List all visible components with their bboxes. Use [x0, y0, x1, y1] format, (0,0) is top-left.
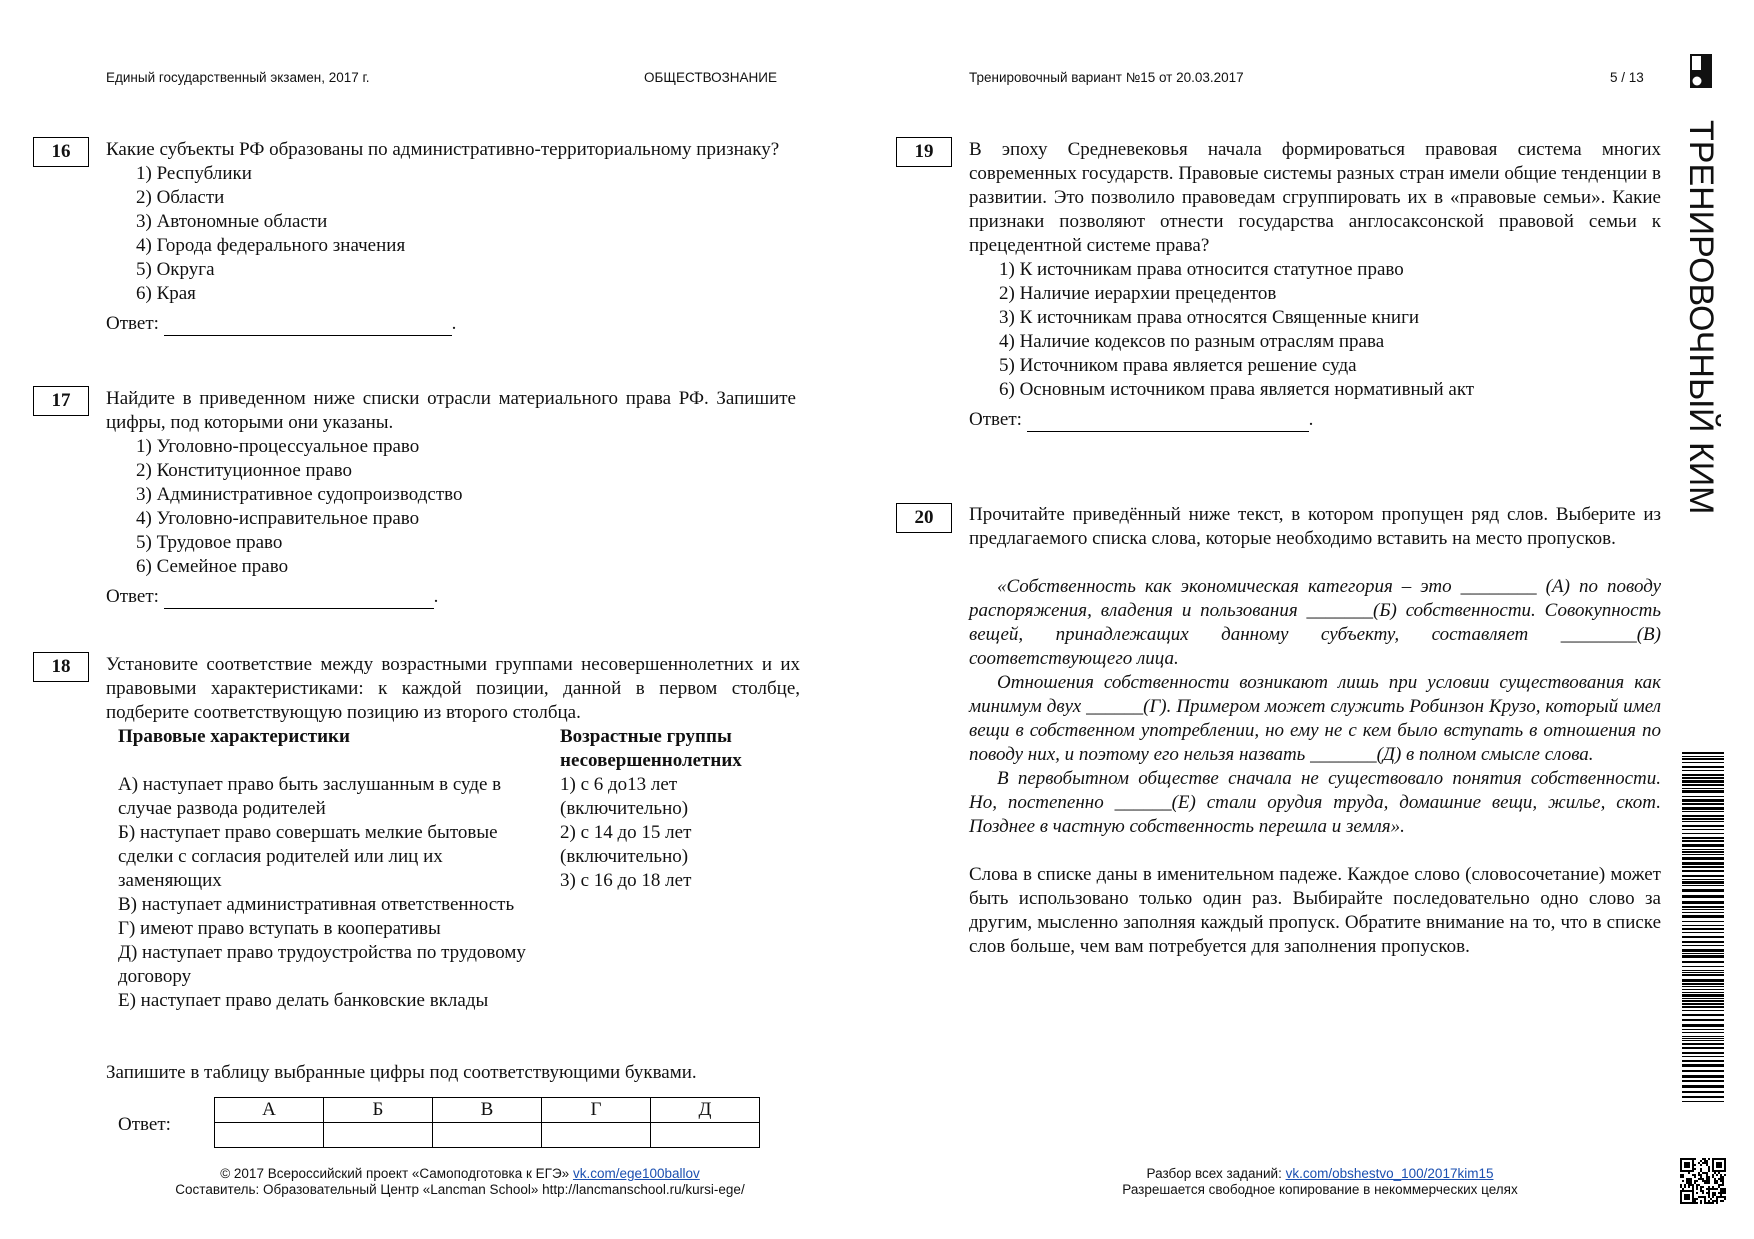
q20-passage-paragraph: Отношения собственности возникают лишь при условии существования как минимум двух ______(Г). Примером может служить Робинзон Крузо, который имел вещи в собственном употреблении, но ему не с кем было вступать в отношения по поводу них, и поэтому его нельзя назвать _______(Д) в полном смысле слова. — [969, 672, 1661, 765]
q18-left-item-3: В) наступает административная ответственность — [118, 894, 515, 915]
q18-answer-table — [214, 1097, 760, 1148]
q18-table-cell[interactable] — [215, 1123, 324, 1148]
q20-passage — [969, 575, 1661, 839]
footer-left — [110, 1166, 810, 1198]
q19-text: В эпоху Средневековья начала формироваться правовая система многих современных государств. Правовые системы разных стран имели общие тенденции в развитии. Это позволило правоведам сгруппировать их в «правовые семьи». Какие признаки позволяют отнести государства англосаксонской правовой семьи к прецедентной системе права? — [969, 139, 1661, 256]
q20-instruction: Слова в списке даны в именительном падеже. Каждое слово (словосочетание) может быть использовано только один раз. Выбирайте последовательно одно слово за другим, мысленно заполняя каждый пропуск. Обратите внимание на то, что в списке слов больше, чем вам потребуется для заполнения пропусков. — [969, 864, 1661, 957]
q18-right-item-2: 2) с 14 до 15 лет (включительно) — [560, 822, 692, 867]
q19-answer-field[interactable] — [1027, 413, 1309, 432]
footer-left-line1: © 2017 Всероссийский проект «Самоподготовка к ЕГЭ» — [220, 1166, 573, 1181]
q16-options — [106, 162, 796, 306]
q17-text: Найдите в приведенном ниже списки отрасли материального права РФ. Запишите цифры, под которыми они указаны. — [106, 388, 796, 433]
footer-right-line2: Разрешается свободное копирование в некоммерческих целях — [1122, 1182, 1518, 1197]
q18-table-letter: Г — [542, 1098, 651, 1123]
header-subject: ОБЩЕСТВОЗНАНИЕ — [644, 70, 777, 85]
q18-table-cell[interactable] — [651, 1123, 760, 1148]
q18-right-items — [560, 773, 790, 893]
q18-table-letter: Б — [324, 1098, 433, 1123]
header-page: 5 / 13 — [1610, 70, 1644, 85]
q18-left-items — [118, 773, 548, 1013]
q17-block — [106, 387, 796, 609]
q18-matching — [106, 725, 800, 1061]
qr-code-icon — [1680, 1158, 1726, 1204]
q17-option-4: 4) Уголовно-исправительное право — [136, 508, 420, 529]
header-exam: Единый государственный экзамен, 2017 г. — [106, 70, 370, 85]
q16-answer-field[interactable] — [164, 317, 452, 336]
q17-option-6: 6) Семейное право — [136, 556, 289, 577]
footer-left-link[interactable]: vk.com/ege100ballov — [572, 1166, 700, 1181]
q17-option-2: 2) Конституционное право — [136, 460, 352, 481]
barcode-icon — [1682, 752, 1724, 1102]
corner-logo-icon — [1690, 54, 1712, 88]
footer-right-link[interactable]: vk.com/obshestvo_100/2017kim15 — [1285, 1166, 1494, 1181]
q19-number: 19 — [896, 137, 952, 167]
q19-answer: Ответ: . — [969, 409, 1314, 430]
q16-text: Какие субъекты РФ образованы по административно-территориальному признаку? — [106, 139, 780, 160]
q17-option-3: 3) Административное судопроизводство — [136, 484, 463, 505]
q16-number: 16 — [33, 137, 89, 167]
q18-left-item-1: А) наступает право быть заслушанным в суде в случае развода родителей — [118, 774, 502, 819]
q18-answer-label: Ответ: — [118, 1114, 171, 1135]
q18-right-header: Возрастные группы несовершеннолетних — [560, 726, 742, 771]
q19-options — [969, 258, 1661, 402]
q17-answer-label: Ответ: — [106, 586, 159, 607]
q18-right-item-1: 1) с 6 до13 лет (включительно) — [560, 774, 689, 819]
q18-text: Установите соответствие между возрастными группами несовершеннолетних и их правовыми характеристиками: к каждой позиции, данной в первом столбце, подберите соответствующую позицию из второго столбца. — [106, 654, 800, 723]
q18-table-cell[interactable] — [433, 1123, 542, 1148]
q18-block — [106, 653, 800, 1167]
q20-number: 20 — [896, 503, 952, 533]
q16-option-1: 1) Республики — [136, 163, 252, 184]
q18-right-item-3: 3) с 16 до 18 лет — [560, 870, 692, 891]
q19-option-4: 4) Наличие кодексов по разным отраслям права — [999, 331, 1385, 352]
q16-answer: Ответ: . — [106, 313, 457, 334]
q19-block — [969, 138, 1661, 432]
q18-instruction: Запишите в таблицу выбранные цифры под соответствующими буквами. — [106, 1062, 697, 1083]
q18-table-letter: Д — [651, 1098, 760, 1123]
q17-option-5: 5) Трудовое право — [136, 532, 283, 553]
q19-option-5: 5) Источником права является решение суда — [999, 355, 1357, 376]
q16-option-4: 4) Города федерального значения — [136, 235, 406, 256]
q18-table-letter: А — [215, 1098, 324, 1123]
q18-answer — [106, 1097, 800, 1167]
q16-option-2: 2) Области — [136, 187, 225, 208]
q17-options — [106, 435, 796, 579]
q18-left-item-2: Б) наступает право совершать мелкие бытовые сделки с согласия родителей или лиц их заменяющих — [118, 822, 498, 891]
q19-option-3: 3) К источникам права относятся Священные книги — [999, 307, 1420, 328]
q17-answer: Ответ: . — [106, 586, 439, 607]
q18-table-letter: В — [433, 1098, 542, 1123]
q20-passage-paragraph: В первобытном обществе сначала не существовало понятия собственности. Но, постепенно ______(Е) стали орудия труда, домашние вещи, жилье, скот. Позднее в частную собственность перешла и земля». — [969, 768, 1661, 837]
q19-option-1: 1) К источникам права относится статутное право — [999, 259, 1404, 280]
q18-left-item-6: Е) наступает право делать банковские вклады — [118, 990, 489, 1011]
q19-option-6: 6) Основным источником права является нормативный акт — [999, 379, 1475, 400]
q16-option-5: 5) Округа — [136, 259, 215, 280]
footer-right-line1: Разбор всех заданий: — [1146, 1166, 1286, 1181]
side-label: ТРЕНИРОВОЧНЫЙ КИМ — [1682, 120, 1720, 515]
footer-right — [990, 1166, 1650, 1198]
q20-text: Прочитайте приведённый ниже текст, в котором пропущен ряд слов. Выберите из предлагаемого списка слова, которые необходимо вставить на место пропусков. — [969, 504, 1661, 549]
footer-left-line2: Составитель: Образовательный Центр «Lancman School» http://lancmanschool.ru/kursi-ege/ — [175, 1182, 745, 1197]
q16-option-6: 6) Края — [136, 283, 196, 304]
q18-left-item-5: Д) наступает право трудоустройства по трудовому договору — [118, 942, 526, 987]
q20-passage-paragraph: «Собственность как экономическая категория – это ________ (А) по поводу распоряжения, владения и пользования _______(Б) собственности. Совокупность вещей, принадлежащих данному субъекту, составляет ________(В) соответствующего лица. — [969, 576, 1661, 669]
header-variant: Тренировочный вариант №15 от 20.03.2017 — [969, 70, 1244, 85]
q17-answer-field[interactable] — [164, 590, 434, 609]
q17-number: 17 — [33, 386, 89, 416]
q20-block — [969, 503, 1661, 959]
q18-left-header: Правовые характеристики — [118, 726, 350, 747]
q18-table-cell[interactable] — [542, 1123, 651, 1148]
q19-answer-label: Ответ: — [969, 409, 1022, 430]
q18-left-item-4: Г) имеют право вступать в кооперативы — [118, 918, 441, 939]
q16-option-3: 3) Автономные области — [136, 211, 328, 232]
q16-answer-label: Ответ: — [106, 313, 159, 334]
q16-block — [106, 138, 796, 336]
q19-option-2: 2) Наличие иерархии прецедентов — [999, 283, 1277, 304]
q17-option-1: 1) Уголовно-процессуальное право — [136, 436, 420, 457]
q18-number: 18 — [33, 652, 89, 682]
q18-table-cell[interactable] — [324, 1123, 433, 1148]
